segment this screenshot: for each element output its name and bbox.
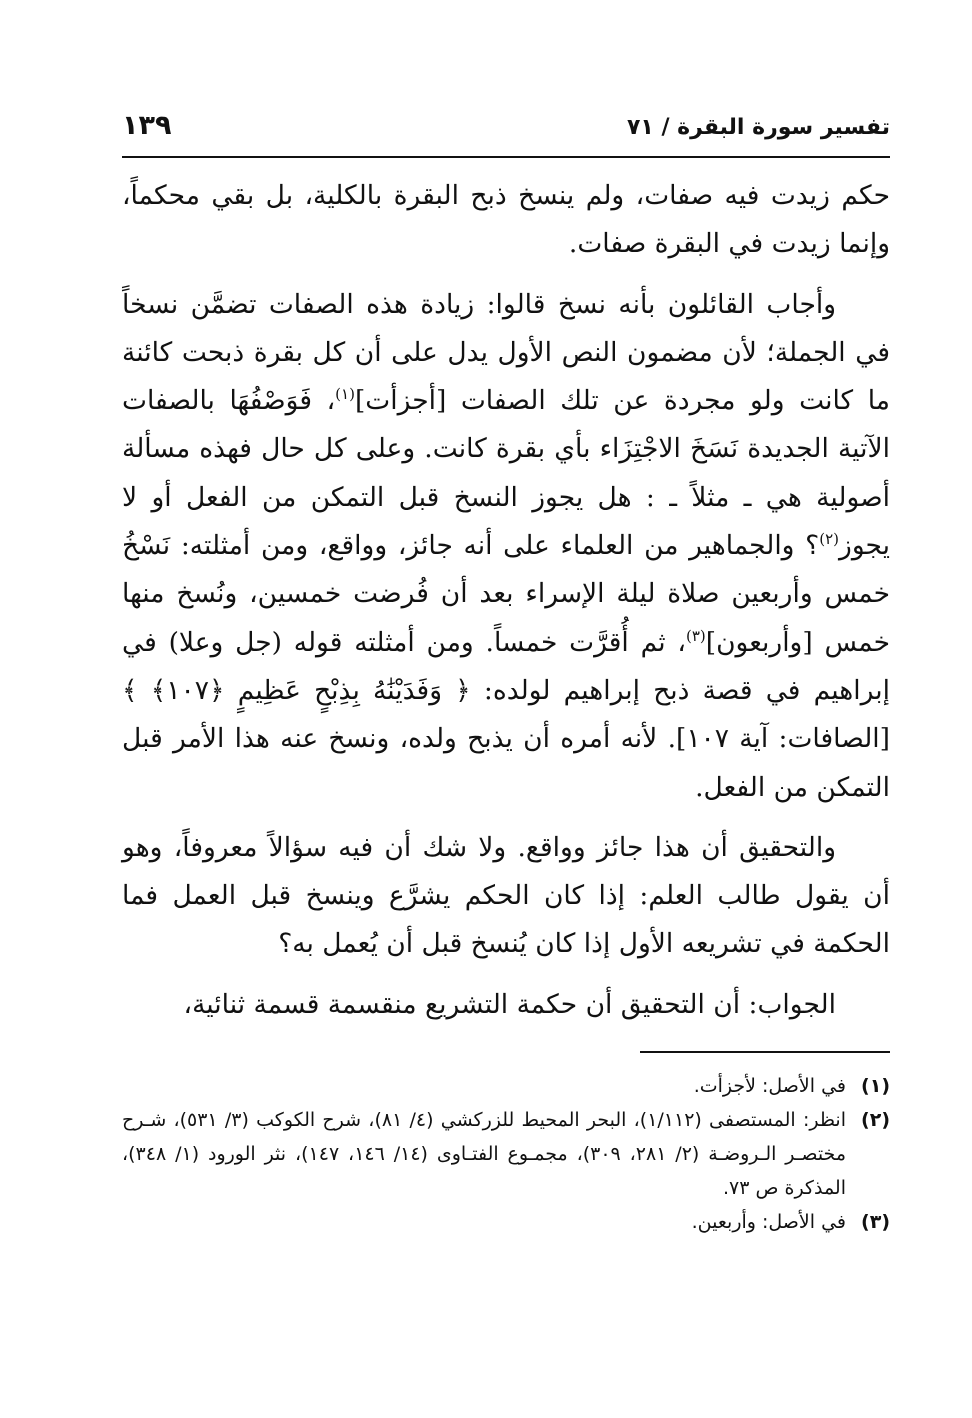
- paragraph-2-part-c: ؟ والجماهير من العلماء على أنه جائز، وواقع، ومن أمثلته: نَسْخُ خمس وأربعين صلاة ليلة الإسراء بعد أن فُرضت خمسين، ونُسخ منها خمس [وأربعون]: [122, 530, 890, 658]
- footnote-number: (١): [861, 1075, 890, 1098]
- footnote-number: (٣): [861, 1211, 890, 1234]
- footnote-text: انظر: المستصفى (١/١١٢)، البحر المحيط للزركشي (٤/ ٨١)، شرح الكوكب (٣/ ٥٣١)، شـرح مختصـر الـروضـة (٢/ ٢٨١، ٣٠٩)، مجمـوع الفتـاوى (١٤/ ١٤٦، ١٤٧)، نثر الورود (١/ ٣٤٨)، المذكرة ص ٧٣.: [122, 1109, 846, 1200]
- paragraph-3: والتحقيق أن هذا جائز وواقع. ولا شك أن فيه سؤالاً معروفاً، وهو أن يقول طالب العلم: إذا كان الحكم يشرَّع وينسخ قبل العمل فما الحكمة في تشريعه الأول إذا كان يُنسخ قبل أن يُعمل به؟: [122, 831, 890, 960]
- page-number: ١٣٩: [122, 110, 172, 141]
- paragraph-2-part-a: وأجاب القائلون بأنه نسخ قالوا: زيادة هذه الصفات تضمَّن نسخاً في الجملة؛ لأن مضمون النص الأول يدل على أن كل بقرة ذبحت كائنة ما كانت ولو مجردة عن تلك الصفات [أجزأت]: [122, 288, 891, 417]
- footnote-ref-1: (١): [335, 385, 355, 404]
- running-title: تفسير سورة البقرة / ٧١: [626, 115, 890, 140]
- footnote-separator: [640, 1051, 890, 1053]
- paragraph-2: [122, 281, 890, 812]
- footnote-3: [122, 1205, 890, 1239]
- paragraph-2-part-d: ، ثم أُقرَّت خمساً. ومن أمثلته قوله (جل وعلا) في إبراهيم في قصة ذبح إبراهيم لولده: ﴿ وَفَدَيْنَٰهُ بِذِبْحٍ عَظِيمٍ ﴿١٠٧﴾ ﴾ [الصافات: آية ١٠٧]. لأنه أمره أن يذبح ولده، ونسخ عنه هذا الأمر قبل التمكن من الفعل.: [122, 626, 891, 803]
- footnote-ref-2: (٢): [819, 530, 840, 549]
- footnote-2: [122, 1103, 890, 1205]
- paragraph-1: حكم زيدت فيه صفات، ولم ينسخ ذبح البقرة بالكلية، بل بقي محكماً، وإنما زيدت في البقرة صفات.: [122, 180, 890, 260]
- paragraph-4: الجواب: أن التحقيق أن حكمة التشريع منقسمة قسمة ثنائية،: [183, 988, 836, 1020]
- footnote-text: في الأصل: وأربعين.: [691, 1211, 846, 1234]
- book-page: [122, 110, 890, 1239]
- footnote-number: (٢): [861, 1109, 890, 1132]
- footnote-text: في الأصل: لأجزأت.: [693, 1075, 846, 1098]
- footnote-ref-3: (٣): [685, 626, 706, 645]
- footnotes: [122, 1069, 890, 1239]
- footnote-1: [122, 1069, 890, 1103]
- running-header: [122, 110, 890, 158]
- paragraph-2-part-b: ، فَوَصْفُهَا بالصفات الآتية الجديدة نَسَخَ الاجْتِزَاء بأي بقرة كانت. وعلى كل حال فهذه مسألة أصولية هي ـ مثلاً ـ : هل يجوز النسخ قبل التمكن من الفعل أو لا يجوز: [122, 385, 890, 562]
